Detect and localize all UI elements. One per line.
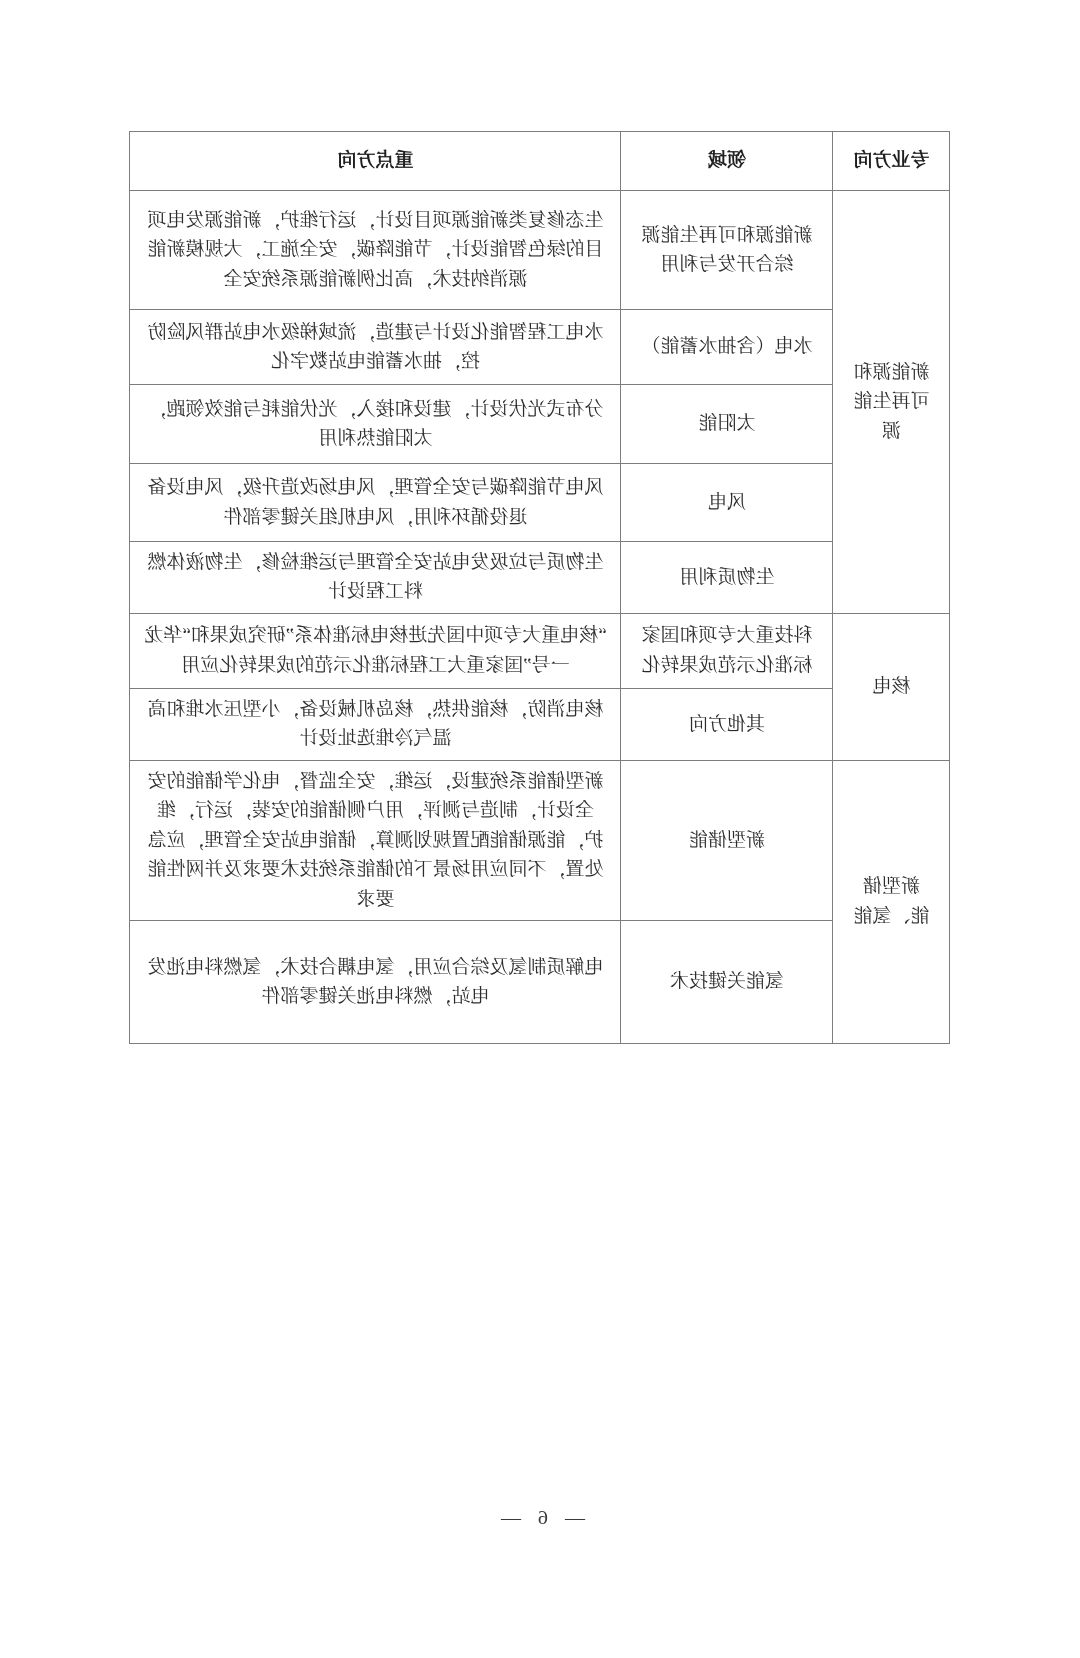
table-row [130,464,950,542]
specialty-cell-nuclear: 核电 [833,613,950,760]
mirrored-document-page [0,131,1080,1658]
specialty-cell-renewables: 新能源和可再生能源 [833,191,950,614]
header-focus: 重点方向 [130,132,621,191]
field-cell: 其他方向 [621,688,833,760]
focus-cell: 电解质制氢及综合应用，氢电耦合技术，氢燃料电池发电站，燃料电池关键零部件 [130,920,621,1043]
field-cell: 生物质利用 [621,542,833,614]
field-cell: 新型储能 [621,760,833,920]
focus-cell: 新型储能系统建设，运维，安全监督，电化学储能的安全设计，制造与测评，用户侧储能的安装，运行，维护，能源储能配置规划测算，储能电站安全管理，应急处置，不同应用场景下的储能系统技术要求及并网性能要求 [130,760,621,920]
table-row [130,191,950,310]
table-row [130,310,950,385]
focus-cell: 水电工程智能化设计与建造，流域梯级水电站群风险防控，抽水蓄能电站数字化 [130,310,621,385]
field-cell: 新能源和可再生能源综合开发与利用 [621,191,833,310]
field-cell: 水电（含抽水蓄能） [621,310,833,385]
focus-cell: 生物质与垃圾发电站安全管理与运维检修，生物液体燃料工程设计 [130,542,621,614]
focus-cell: 核电消防，核能供热，核岛机械设备，小型压水堆和高温气冷堆选址设计 [130,688,621,760]
field-cell: 风电 [621,464,833,542]
focus-directions-table [130,131,951,1044]
table-row [130,542,950,614]
table-row [130,613,950,688]
page-number: — 6 — [495,1507,585,1529]
focus-cell: 风电节能降碳与安全管理，风电场改造升级，风电设备退役循环利用，风电机组关键零部件 [130,464,621,542]
focus-cell: 生态修复类新能源项目设计，运行维护，新能源发电项目的绿色智能设计，节能降碳，安全施工，大规模新能源消纳技术，高比例新能源系统安全 [130,191,621,310]
table-row [130,385,950,464]
field-cell: 科技重大专项和国家标准化示范成果转化 [621,613,833,688]
table-row [130,760,950,920]
focus-cell: “核电重大专项中国先进核电标准体系”研究成果和“华龙一号”国家重大工程标准化示范的成果转化应用 [130,613,621,688]
header-specialty: 专业方向 [833,132,950,191]
focus-cell: 分布式光伏设计，建设和接入，光伏能耗与能效领跑，太阳能热利用 [130,385,621,464]
header-field: 领域 [621,132,833,191]
table-row [130,920,950,1043]
field-cell: 氢能关键技术 [621,920,833,1043]
table-row [130,688,950,760]
specialty-cell-storage-hydrogen: 新型储能、氢能 [833,760,950,1043]
table-header-row [130,132,950,191]
field-cell: 太阳能 [621,385,833,464]
